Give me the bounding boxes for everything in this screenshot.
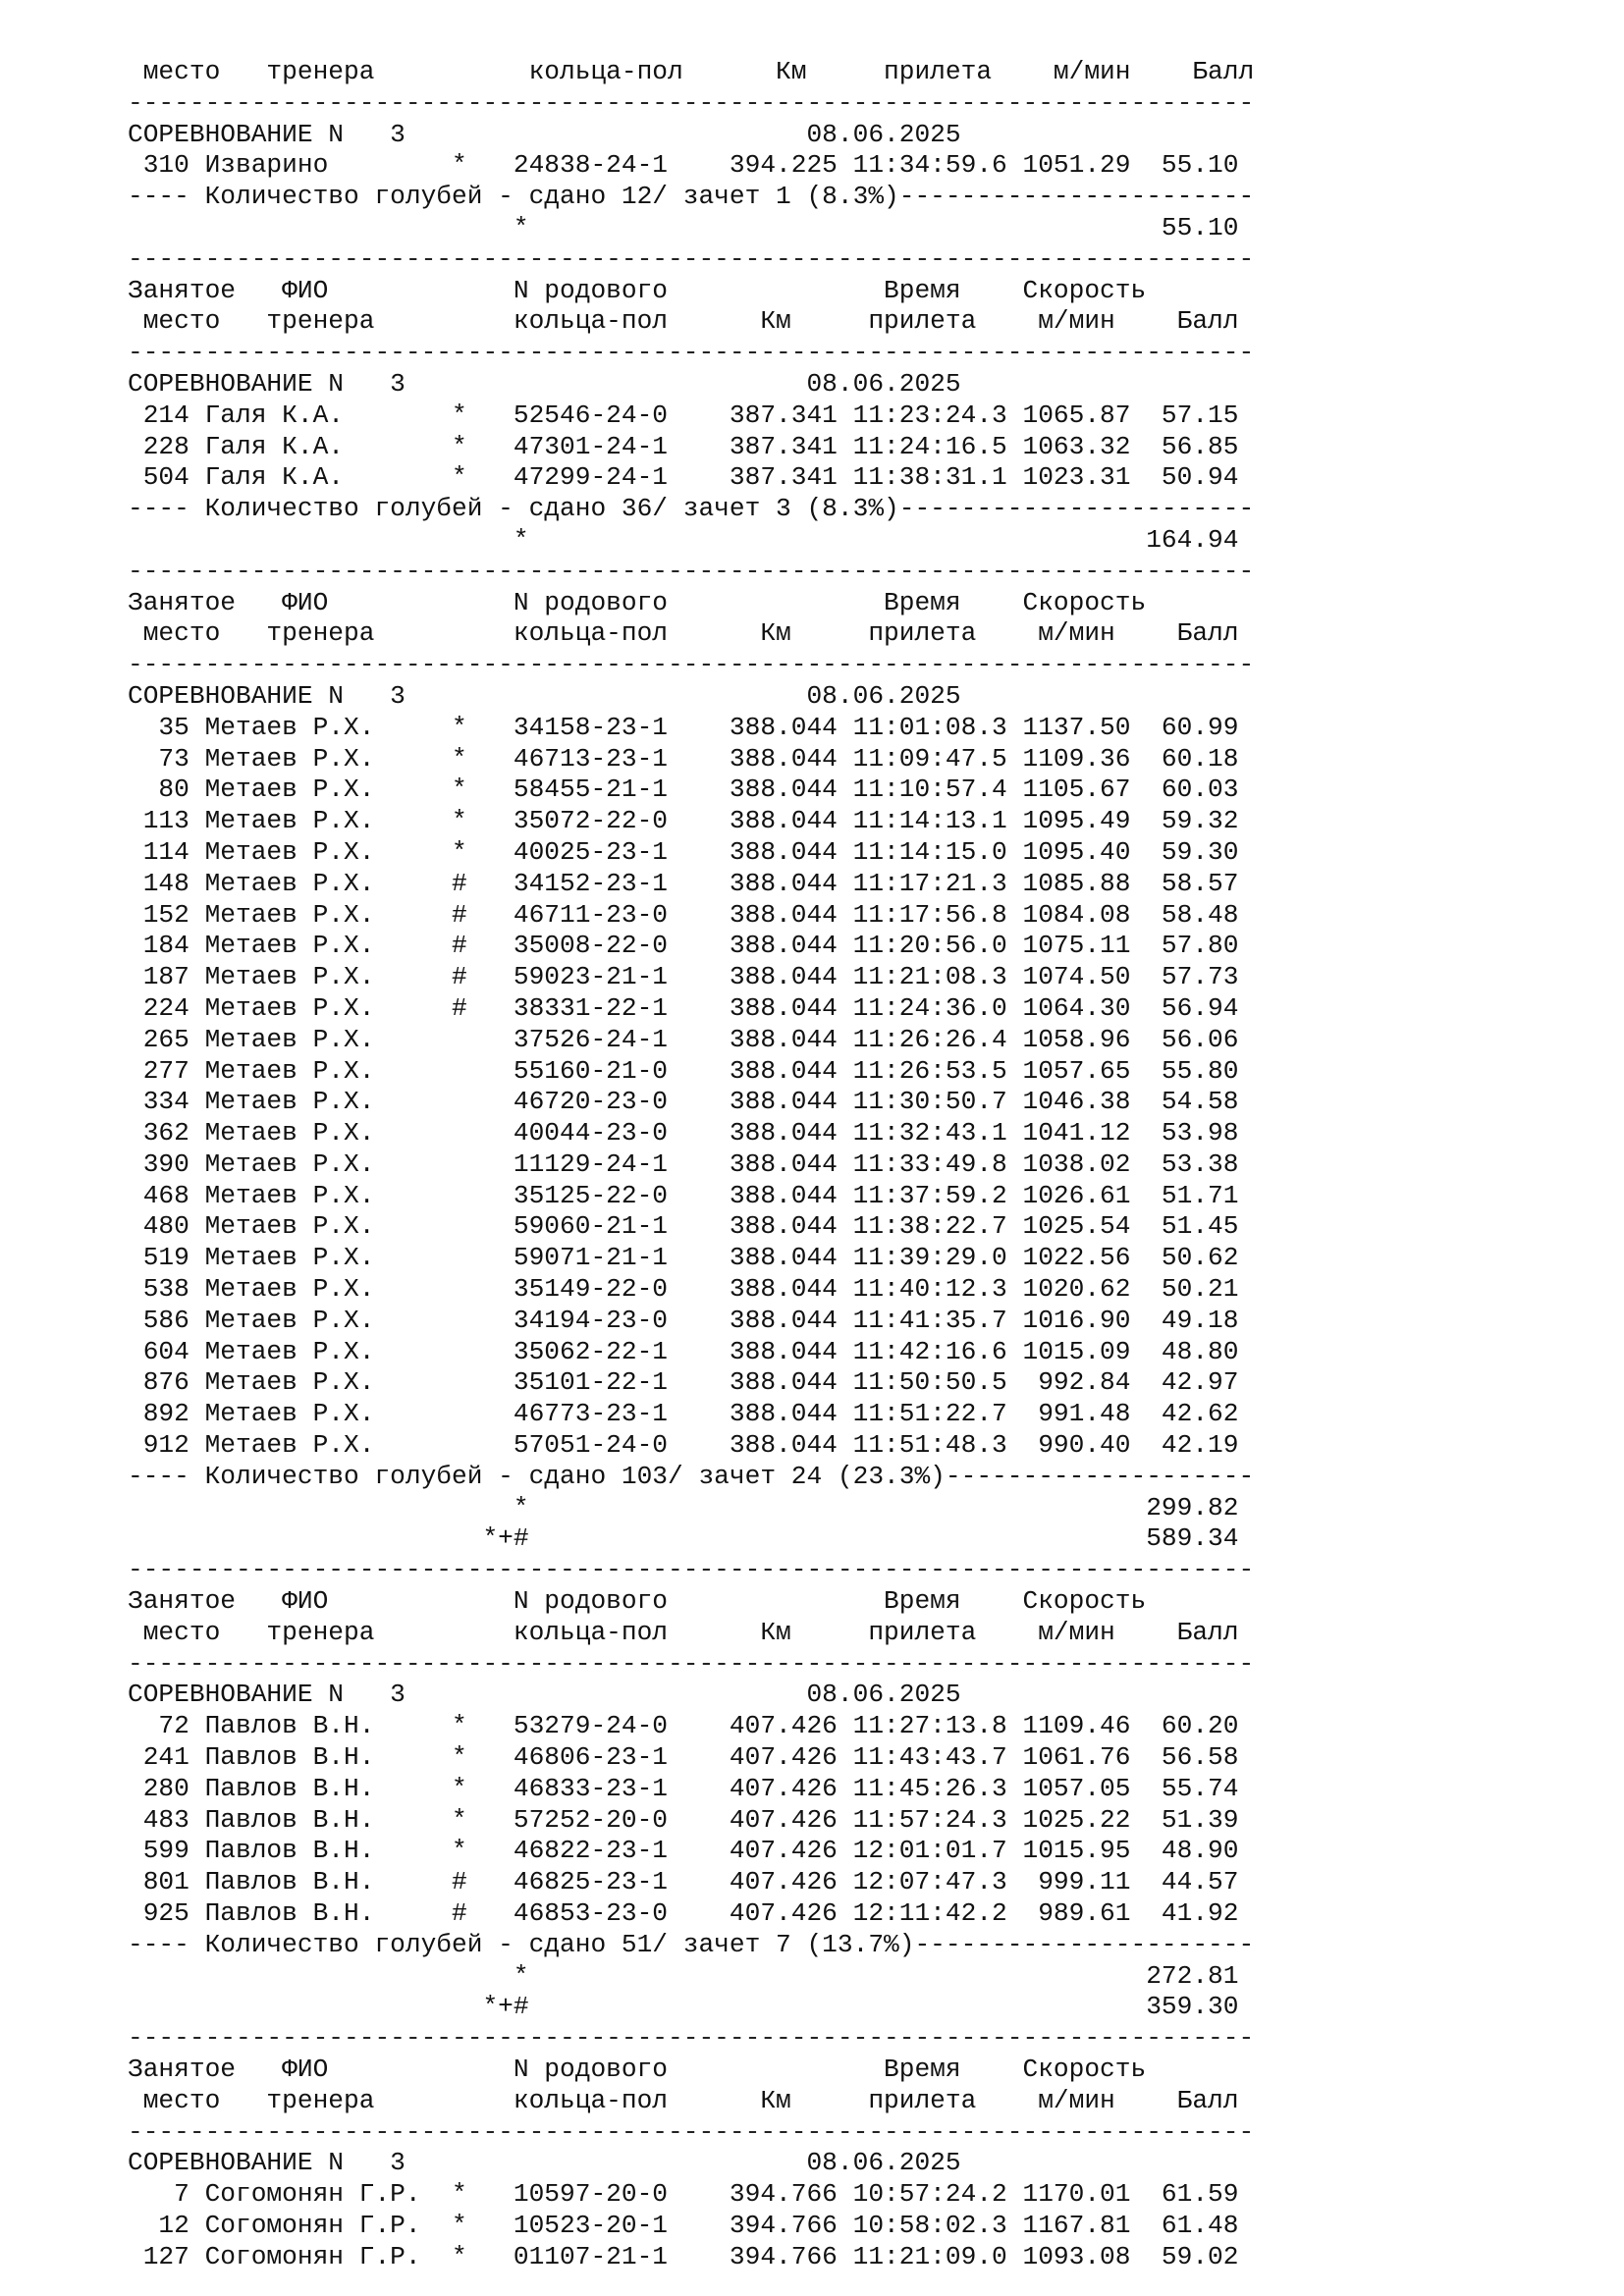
report-line: 73 Метаев Р.Х. * 46713-23-1 388.044 11:09:47.5 1109.36 60.18 <box>128 743 1239 774</box>
report-line: СОРЕВНОВАНИЕ N 3 08.06.2025 <box>128 368 961 399</box>
report-line: 504 Галя К.А. * 47299-24-1 387.341 11:38:31.1 1023.31 50.94 <box>128 462 1239 493</box>
report-line: 72 Павлов В.Н. * 53279-24-0 407.426 11:27:13.8 1109.46 60.20 <box>128 1711 1239 1741</box>
report-line: 801 Павлов В.Н. # 46825-23-1 407.426 12:07:47.3 999.11 44.57 <box>128 1867 1239 1897</box>
report-line: место тренера кольца-пол Км прилета м/мин Балл <box>128 618 1239 649</box>
separator-line: ------------------------------------------------------------------------- <box>128 1648 1255 1679</box>
report-line: 7 Согомонян Г.Р. * 10597-20-0 394.766 10:57:24.2 1170.01 61.59 <box>128 2179 1239 2210</box>
report-line: 35 Метаев Р.Х. * 34158-23-1 388.044 11:01:08.3 1137.50 60.99 <box>128 712 1239 742</box>
report-line: 148 Метаев Р.Х. # 34152-23-1 388.044 11:17:21.3 1085.88 58.57 <box>128 868 1239 898</box>
report-line: 390 Метаев Р.Х. 11129-24-1 388.044 11:33:49.8 1038.02 53.38 <box>128 1148 1239 1179</box>
report-line: 224 Метаев Р.Х. # 38331-22-1 388.044 11:24:36.0 1064.30 56.94 <box>128 992 1239 1023</box>
report-line: Занятое ФИО N родового Время Скорость <box>128 587 1147 617</box>
separator-line: ------------------------------------------------------------------------- <box>128 650 1255 680</box>
report-line: 468 Метаев Р.Х. 35125-22-0 388.044 11:37:59.2 1026.61 51.71 <box>128 1180 1239 1210</box>
report-line: 12 Согомонян Г.Р. * 10523-20-1 394.766 10:58:02.3 1167.81 61.48 <box>128 2210 1239 2240</box>
separator-line: ------------------------------------------------------------------------- <box>128 87 1255 118</box>
report-line: 538 Метаев Р.Х. 35149-22-0 388.044 11:40:12.3 1020.62 50.21 <box>128 1274 1239 1305</box>
report-line: 892 Метаев Р.Х. 46773-23-1 388.044 11:51:22.7 991.48 42.62 <box>128 1399 1239 1429</box>
report-line: 480 Метаев Р.Х. 59060-21-1 388.044 11:38:22.7 1025.54 51.45 <box>128 1211 1239 1242</box>
report-line: 483 Павлов В.Н. * 57252-20-0 407.426 11:57:24.3 1025.22 51.39 <box>128 1804 1239 1835</box>
report-line: 114 Метаев Р.Х. * 40025-23-1 388.044 11:14:15.0 1095.40 59.30 <box>128 836 1239 867</box>
report-line: 184 Метаев Р.Х. # 35008-22-0 388.044 11:20:56.0 1075.11 57.80 <box>128 931 1239 961</box>
report-line: 604 Метаев Р.Х. 35062-22-1 388.044 11:42:16.6 1015.09 48.80 <box>128 1336 1239 1366</box>
report-line: ---- Количество голубей - сдано 12/ зачет 1 (8.3%)----------------------- <box>128 182 1255 212</box>
report-line: 277 Метаев Р.Х. 55160-21-0 388.044 11:26:53.5 1057.65 55.80 <box>128 1055 1239 1086</box>
report-line: 599 Павлов В.Н. * 46822-23-1 407.426 12:01:01.7 1015.95 48.90 <box>128 1836 1239 1866</box>
report-line: 912 Метаев Р.Х. 57051-24-0 388.044 11:51:48.3 990.40 42.19 <box>128 1430 1239 1461</box>
report-line: 334 Метаев Р.Х. 46720-23-0 388.044 11:30:50.7 1046.38 54.58 <box>128 1087 1239 1117</box>
report-line: 362 Метаев Р.Х. 40044-23-0 388.044 11:32:43.1 1041.12 53.98 <box>128 1118 1239 1148</box>
report-line: ---- Количество голубей - сдано 103/ зачет 24 (23.3%)-------------------- <box>128 1461 1255 1491</box>
report-line: СОРЕВНОВАНИЕ N 3 08.06.2025 <box>128 1680 961 1710</box>
report-line: место тренера кольца-пол Км прилета м/мин Балл <box>128 57 1255 86</box>
report-line: ---- Количество голубей - сдано 36/ зачет 3 (8.3%)----------------------- <box>128 494 1255 524</box>
report-line: * 164.94 <box>128 524 1239 555</box>
separator-line: ------------------------------------------------------------------------- <box>128 2116 1255 2147</box>
report-line: * 299.82 <box>128 1492 1239 1522</box>
report-line: место тренера кольца-пол Км прилета м/мин Балл <box>128 1617 1239 1647</box>
report-line: *+# 589.34 <box>128 1523 1239 1554</box>
report-line: Занятое ФИО N родового Время Скорость <box>128 275 1147 305</box>
report-line: * 55.10 <box>128 212 1239 242</box>
separator-line: ------------------------------------------------------------------------- <box>128 556 1255 586</box>
separator-line: ------------------------------------------------------------------------- <box>128 1555 1255 1585</box>
report-line: 586 Метаев Р.Х. 34194-23-0 388.044 11:41:35.7 1016.90 49.18 <box>128 1305 1239 1335</box>
report-line: 80 Метаев Р.Х. * 58455-21-1 388.044 11:10:57.4 1105.67 60.03 <box>128 774 1239 805</box>
report-line: 519 Метаев Р.Х. 59071-21-1 388.044 11:39:29.0 1022.56 50.62 <box>128 1243 1239 1273</box>
separator-line: ------------------------------------------------------------------------- <box>128 338 1255 368</box>
report-line: СОРЕВНОВАНИЕ N 3 08.06.2025 <box>128 2148 961 2178</box>
separator-line: ------------------------------------------------------------------------- <box>128 2023 1255 2054</box>
report-line: * 272.81 <box>128 1960 1239 1991</box>
report-line: Занятое ФИО N родового Время Скорость <box>128 1586 1147 1617</box>
separator-line: ------------------------------------------------------------------------- <box>128 243 1255 274</box>
report-line: Занятое ФИО N родового Время Скорость <box>128 2055 1147 2084</box>
report-line: 265 Метаев Р.Х. 37526-24-1 388.044 11:26:26.4 1058.96 56.06 <box>128 1024 1239 1054</box>
report-line: 280 Павлов В.Н. * 46833-23-1 407.426 11:45:26.3 1057.05 55.74 <box>128 1773 1239 1803</box>
report-line: ---- Количество голубей - сдано 51/ зачет 7 (13.7%)---------------------- <box>128 1929 1255 1959</box>
report-line: СОРЕВНОВАНИЕ N 3 08.06.2025 <box>128 680 961 711</box>
report-line: 228 Галя К.А. * 47301-24-1 387.341 11:24:16.5 1063.32 56.85 <box>128 431 1239 461</box>
report-line: 876 Метаев Р.Х. 35101-22-1 388.044 11:50:50.5 992.84 42.97 <box>128 1367 1239 1398</box>
report-line: 127 Согомонян Г.Р. * 01107-21-1 394.766 11:21:09.0 1093.08 59.02 <box>128 2241 1239 2271</box>
report-line: *+# 359.30 <box>128 1992 1239 2022</box>
report-line: 925 Павлов В.Н. # 46853-23-0 407.426 12:11:42.2 989.61 41.92 <box>128 1898 1239 1929</box>
report-line: место тренера кольца-пол Км прилета м/мин Балл <box>128 306 1239 337</box>
report-line: 113 Метаев Р.Х. * 35072-22-0 388.044 11:14:13.1 1095.49 59.32 <box>128 806 1239 836</box>
report-line: 152 Метаев Р.Х. # 46711-23-0 388.044 11:17:56.8 1084.08 58.48 <box>128 899 1239 930</box>
report-line: 310 Изварино * 24838-24-1 394.225 11:34:59.6 1051.29 55.10 <box>128 150 1239 181</box>
results-document <box>128 57 1254 2273</box>
report-line: 241 Павлов В.Н. * 46806-23-1 407.426 11:43:43.7 1061.76 56.58 <box>128 1742 1239 1773</box>
report-line: 214 Галя К.А. * 52546-24-0 387.341 11:23:24.3 1065.87 57.15 <box>128 400 1239 430</box>
report-line: СОРЕВНОВАНИЕ N 3 08.06.2025 <box>128 119 961 149</box>
report-line: место тренера кольца-пол Км прилета м/мин Балл <box>128 2085 1239 2115</box>
report-line: 187 Метаев Р.Х. # 59023-21-1 388.044 11:21:08.3 1074.50 57.73 <box>128 962 1239 992</box>
